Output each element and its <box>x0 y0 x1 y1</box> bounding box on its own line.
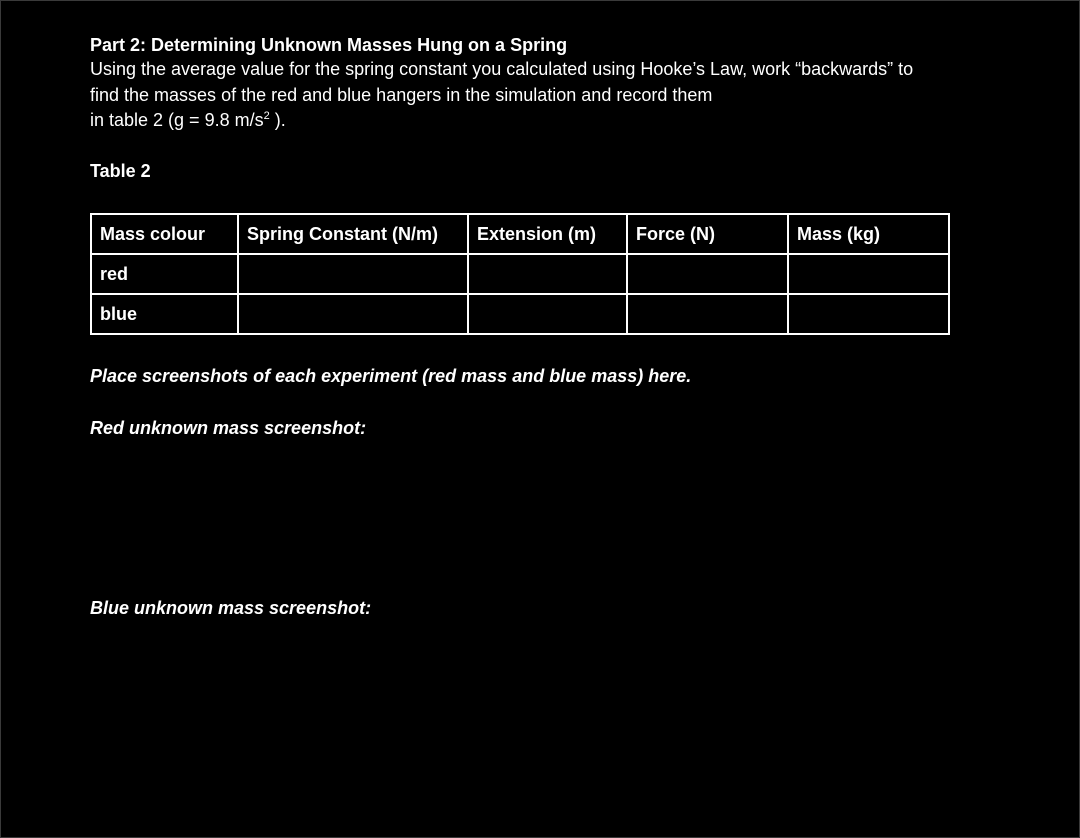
header-mass: Mass (kg) <box>788 214 949 254</box>
header-spring-constant: Spring Constant (N/m) <box>238 214 468 254</box>
intro-line-3-suffix: ). <box>269 110 286 130</box>
cell-blue-extension[interactable] <box>468 294 627 334</box>
cell-red-colour: red <box>91 254 238 294</box>
superscript-two: 2 <box>263 110 270 122</box>
table-row <box>91 254 949 294</box>
cell-red-spring-constant[interactable] <box>238 254 468 294</box>
cell-red-extension[interactable] <box>468 254 627 294</box>
intro-paragraph <box>90 57 990 134</box>
table-row <box>91 294 949 334</box>
cell-blue-force[interactable] <box>627 294 788 334</box>
intro-line-2: find the masses of the red and blue hangers in the simulation and record them <box>90 84 713 105</box>
cell-red-force[interactable] <box>627 254 788 294</box>
cell-blue-spring-constant[interactable] <box>238 294 468 334</box>
header-extension: Extension (m) <box>468 214 627 254</box>
cell-red-mass[interactable] <box>788 254 949 294</box>
header-force: Force (N) <box>627 214 788 254</box>
red-screenshot-label: Red unknown mass screenshot: <box>90 418 367 438</box>
red-screenshot-area[interactable] <box>90 445 970 595</box>
screenshots-instruction: Place screenshots of each experiment (red mass and blue mass) here. <box>90 366 692 386</box>
header-mass-colour: Mass colour <box>91 214 238 254</box>
table-header-row <box>91 214 949 254</box>
blue-screenshot-area[interactable] <box>90 625 970 825</box>
intro-line-3-prefix: in table 2 (g = 9.8 m/s <box>90 110 264 130</box>
table-2 <box>90 213 950 335</box>
cell-blue-colour: blue <box>91 294 238 334</box>
document-content <box>90 33 990 618</box>
blue-screenshot-label: Blue unknown mass screenshot: <box>90 598 372 618</box>
cell-blue-mass[interactable] <box>788 294 949 334</box>
intro-line-1: Using the average value for the spring constant you calculated using Hooke’s Law, work “backwards” to <box>90 59 914 79</box>
section-heading: Part 2: Determining Unknown Masses Hung on a Spring <box>90 35 568 55</box>
table-label: Table 2 <box>90 161 151 181</box>
intro-line-3 <box>90 108 990 134</box>
